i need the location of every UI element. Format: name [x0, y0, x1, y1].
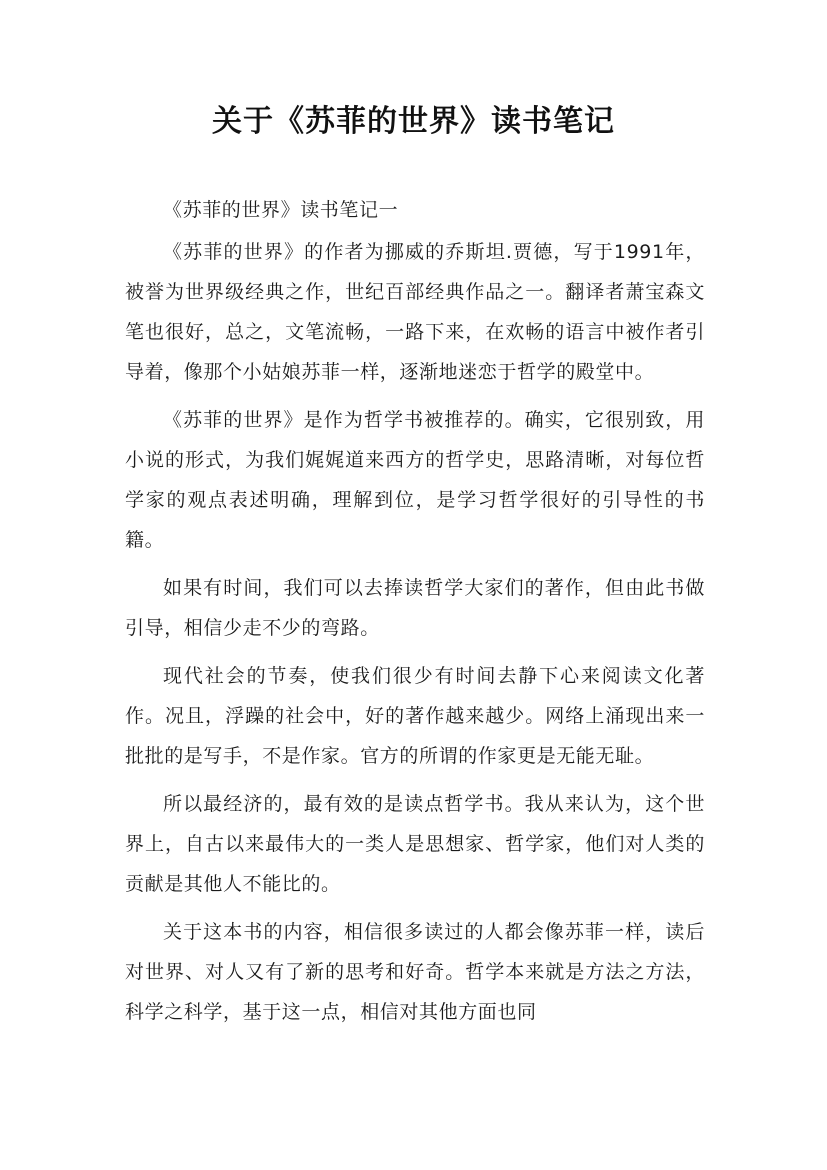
paragraph-2: 《苏菲的世界》是作为哲学书被推荐的。确实，它很别致，用小说的形式，为我们娓娓道来西方的哲学史，思路清晰，对每位哲学家的观点表述明确，理解到位，是学习哲学很好的引导性的书籍。	[125, 409, 705, 551]
document-title: 关于《苏菲的世界》读书笔记	[212, 104, 615, 139]
paragraph-3: 如果有时间，我们可以去捧读哲学大家们的著作，但由此书做引导，相信少走不少的弯路。	[125, 577, 705, 639]
document-body	[125, 190, 705, 1040]
section-subtitle: 《苏菲的世界》读书笔记一	[163, 199, 399, 221]
paragraph-1: 《苏菲的世界》的作者为挪威的乔斯坦.贾德，写于1991年，被誉为世界级经典之作，世纪百部经典作品之一。翻译者萧宝森文笔也很好，总之，文笔流畅，一路下来，在欢畅的语言中被作者引导着，像那个小姑娘苏菲一样，逐渐地迷恋于哲学的殿堂中。	[125, 241, 705, 383]
paragraph-5: 所以最经济的，最有效的是读点哲学书。我从来认为，这个世界上，自古以来最伟大的一类人是思想家、哲学家，他们对人类的贡献是其他人不能比的。	[125, 793, 705, 895]
paragraph-6: 关于这本书的内容，相信很多读过的人都会像苏菲一样，读后对世界、对人又有了新的思考和好奇。哲学本来就是方法之方法，科学之科学，基于这一点，相信对其他方面也同	[125, 921, 705, 1023]
paragraph-4: 现代社会的节奏，使我们很少有时间去静下心来阅读文化著作。况且，浮躁的社会中，好的著作越来越少。网络上涌现出来一批批的是写手，不是作家。官方的所谓的作家更是无能无耻。	[125, 665, 705, 767]
